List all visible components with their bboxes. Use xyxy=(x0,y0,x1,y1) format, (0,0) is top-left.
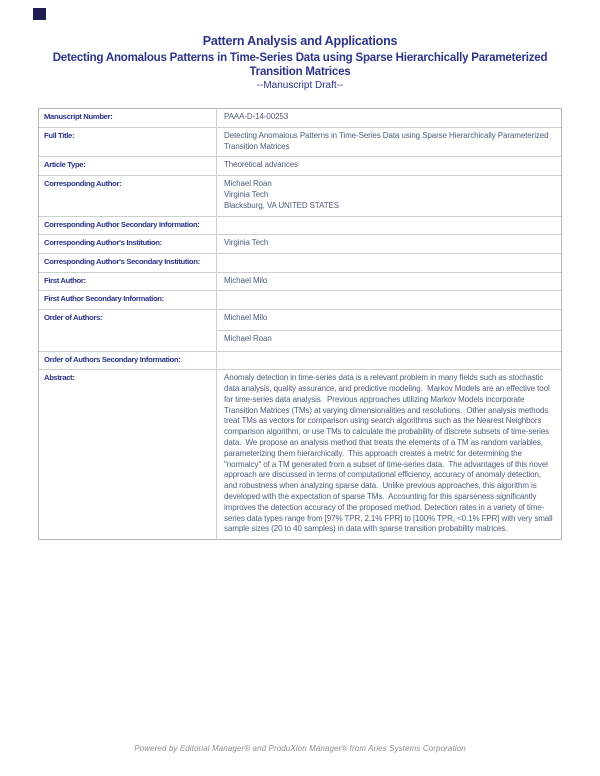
row-value xyxy=(217,291,561,309)
table-row xyxy=(39,309,561,351)
row-label: First Author Secondary Information: xyxy=(39,291,217,309)
row-label: Order of Authors: xyxy=(39,310,217,351)
row-label: Abstract: xyxy=(39,370,217,539)
row-value: Theoretical advances xyxy=(224,160,299,170)
row-value: Anomaly detection in time-series data is a relevant problem in many fields such as stochastic data analysis, quality assurance, and predictive modeling. Markov Models are an effective tool for time-series data analysis. Previous approaches utilizing Markov Models incorporate Transition Matrices (TMs) at varying dimensionalities and resolutions. Other analysis methods treat TMs as vectors for comparison using search algorithms such as the Nearest Neighbors comparison algorithm, or use TMs to calculate the probability of discrete subsets of time-series data. We propose an analysis method that treats the elements of a TM as random variables, parameterizing them hierarchically. This approach creates a metric for determining the "normalcy" of a TM generated from a subset of time-series data. The advantages of this novel approach are discussed in terms of computational efficiency, accuracy of anomaly detection, and robustness when analyzing sparse data. Unlike previous approaches, this algorithm is developed with the expectation of sparse TMs. Accounting for this sparseness significantly improves the detection accuracy of the proposed method. Detection rates in a variety of time-series data types range from [97% TPR, 2.1% FPR] to [100% TPR, <0.1% FPR] with very small sample sizes (20 to 40 samples) in data with sparse transition probability matrices. xyxy=(224,373,555,534)
row-value xyxy=(217,254,561,272)
row-label: Manuscript Number: xyxy=(39,109,217,127)
row-label: Corresponding Author's Secondary Institution: xyxy=(39,254,217,272)
table-row xyxy=(39,234,561,253)
table-row xyxy=(39,109,561,127)
row-label: Order of Authors Secondary Information: xyxy=(39,352,217,370)
row-value xyxy=(217,310,561,351)
row-value: Virginia Tech xyxy=(224,238,269,248)
row-value xyxy=(217,176,561,215)
page-header xyxy=(0,0,600,92)
table-row xyxy=(39,351,561,370)
table-row xyxy=(39,156,561,175)
row-value: Detecting Anomalous Patterns in Time-Series Data using Sparse Hierarchically Parameterized Transition Matrices xyxy=(224,130,551,151)
manuscript-draft-label: --Manuscript Draft-- xyxy=(256,80,344,91)
table-row xyxy=(39,175,561,215)
row-label: Article Type: xyxy=(39,157,217,175)
manuscript-details-table xyxy=(38,108,562,540)
row-label: Corresponding Author Secondary Information: xyxy=(39,217,217,235)
author-item: Michael Roan xyxy=(217,330,561,351)
table-row xyxy=(39,253,561,272)
powered-by-footer: Powered by Editorial Manager® and ProduXion Manager® from Aries Systems Corporation xyxy=(134,744,466,753)
row-value xyxy=(217,217,561,235)
journal-title: Pattern Analysis and Applications xyxy=(202,34,398,48)
table-row xyxy=(39,216,561,235)
table-row xyxy=(39,127,561,157)
manuscript-title: Detecting Anomalous Patterns in Time-Series Data using Sparse Hierarchically Parameterized Transition Matrices xyxy=(52,52,548,78)
table-row xyxy=(39,272,561,291)
corner-mark xyxy=(33,8,46,20)
row-label: First Author: xyxy=(39,273,217,291)
value-line: Michael Roan xyxy=(224,179,272,189)
row-value xyxy=(217,352,561,370)
row-label: Corresponding Author's Institution: xyxy=(39,235,217,253)
value-line: Virginia Tech xyxy=(224,189,269,199)
row-label: Corresponding Author: xyxy=(39,176,217,215)
row-label: Full Title: xyxy=(39,128,217,157)
author-item: Michael Milo xyxy=(224,312,268,322)
value-line: Blacksburg, VA UNITED STATES xyxy=(224,200,340,210)
table-row xyxy=(39,369,561,539)
row-value: Michael Milo xyxy=(224,275,268,285)
row-value: PAAA-D-14-00253 xyxy=(224,112,289,121)
table-row xyxy=(39,290,561,309)
